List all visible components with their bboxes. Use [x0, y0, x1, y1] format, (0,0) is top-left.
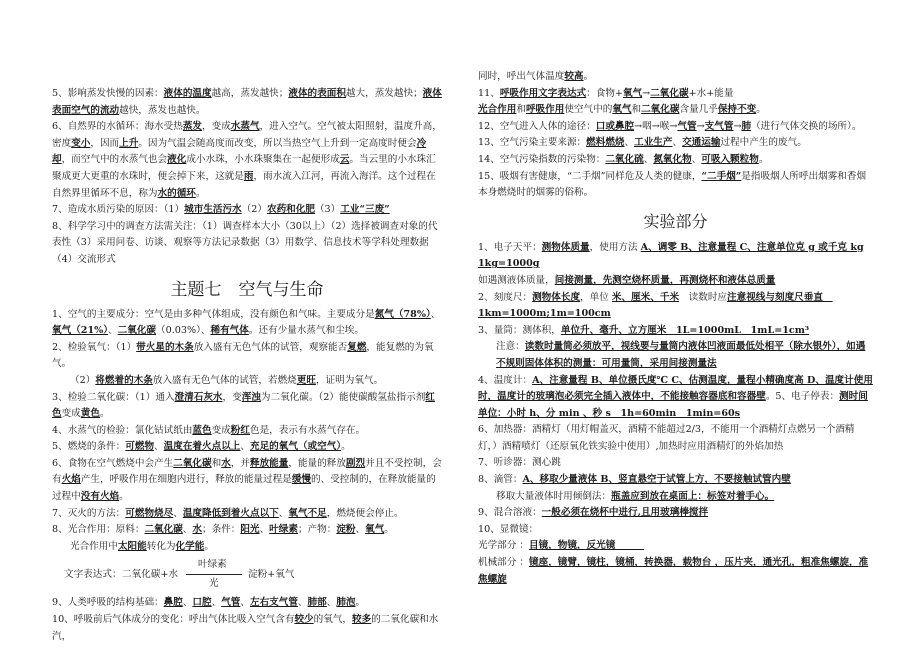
- emphasized-term: 光合作用: [478, 104, 517, 116]
- text-run: 1、电子天平：: [478, 241, 542, 253]
- text-run: ，能量的释放: [288, 457, 346, 469]
- text-run: 、: [624, 137, 635, 149]
- emphasized-term: 氧气: [622, 87, 643, 99]
- text-run: ，进入空气。空气被太阳照射，温度升高，密度: [52, 121, 442, 149]
- text-run: 过程中产生的废气。: [720, 137, 807, 149]
- text-run: →咽→喉→: [634, 120, 678, 132]
- balance-item: [478, 240, 873, 273]
- balance-liquid-item: [478, 273, 873, 290]
- text-run: →: [733, 120, 742, 132]
- text-run: 3、量筒：测体积，: [478, 324, 561, 336]
- text-run: 、: [355, 524, 366, 536]
- text-run: 放入盛有无色气体的试管，若燃烧: [152, 374, 297, 386]
- text-run: 、: [182, 597, 193, 609]
- dropper-item: [478, 472, 873, 489]
- cylinder-item: [478, 323, 873, 340]
- emphasized-term: 二氧化碳: [650, 87, 689, 99]
- oxygen-test-item: [52, 340, 442, 373]
- text-run: 8、光合作用：原料：: [52, 524, 145, 536]
- emphasized-term: 复燃: [347, 341, 367, 353]
- text-run: 成小水珠，小水珠聚集在一起便形成: [186, 154, 340, 166]
- text-run: 并且不受控制，会有: [52, 457, 442, 486]
- text-run: 、: [643, 153, 654, 165]
- air-composition-item: [52, 307, 442, 340]
- text-run: 为二氧化碳。（2）能使碳酸氢盐指示剂: [260, 391, 426, 403]
- emphasized-term: 间接测量，先测空烧杯质量，再测烧杯和液体总质量: [554, 274, 776, 286]
- text-run: ；产物：: [297, 524, 337, 536]
- emphasized-term: 叶绿素: [269, 524, 298, 536]
- text-run: 光学部分 ：: [478, 540, 530, 552]
- emphasized-term: 变小: [71, 137, 91, 149]
- text-run: 注意：: [496, 341, 525, 353]
- emphasized-term: 雨: [243, 170, 254, 182]
- text-run: 8、科学学习中的调查方法需关注：（1）调查样本大小（30以上）（2）选择被调查对象的代表性（3）采用问卷、访谈、观察等方法记录数据（3）用数学、信息技术等学科处理数据（4）交流形式: [52, 220, 438, 265]
- emphasized-term: 米、厘米、千米: [611, 291, 680, 303]
- formula-arrow: [186, 574, 242, 575]
- formula-label: 文字表达式：: [64, 569, 122, 581]
- emphasized-term: 较少: [294, 614, 314, 626]
- emphasized-term: A、调零 B、注意量程 C、注意单位克 g 或千克 kg 1kg=1000g: [478, 241, 864, 270]
- text-run: 6、食物在空气燃烧中会产生: [52, 457, 174, 469]
- oxygen-test-item-2: [52, 373, 442, 390]
- text-run: 同时，呼出气体温度: [478, 71, 565, 82]
- section-title-air-life: 主题七 空气与生命: [170, 279, 324, 300]
- emphasized-term: 读数时量筒必须放平，视线要与量筒内液体凹液面最低处相平（除水银外），如遇不规则固体体积的测量：可用量筒，采用间接测量法: [496, 341, 866, 369]
- water-evaporation-item: [52, 86, 442, 119]
- text-run: 。: [341, 441, 351, 453]
- emphasized-term: 农药和化肥: [267, 204, 315, 216]
- emphasized-term: 瓶盖应到放在桌面上：标签对着手心。: [611, 490, 775, 502]
- text-run: 使空气中的: [564, 104, 613, 116]
- text-run: 2、检验氧气：（1）: [52, 341, 137, 353]
- text-run: 12、空气进入人体的途径：: [478, 120, 596, 132]
- text-run: 含量几乎: [679, 104, 718, 116]
- thermometer-item: [478, 373, 873, 423]
- text-run: 3、检验二氧化碳：（1）通入: [52, 391, 175, 403]
- text-run: 色是，表示有水蒸气存在。: [249, 424, 366, 436]
- respiratory-structure-item: [52, 595, 442, 612]
- text-run: 、: [154, 441, 164, 453]
- formula-products: 淀粉+氧气: [248, 569, 295, 581]
- emphasized-term: 可燃物烧尽: [125, 507, 174, 519]
- emphasized-term: 一般必须在烧杯中进行,且用玻璃棒搅拌: [541, 507, 709, 519]
- emphasized-term: 氮氧化物: [653, 153, 692, 165]
- emphasized-term: 阳光: [240, 524, 260, 536]
- emphasized-term: 气管: [221, 597, 241, 609]
- text-run: 9、人类呼吸的结构基础：: [52, 597, 164, 609]
- survey-method-item: [52, 219, 442, 269]
- emphasized-term: 测时间 单位：小时 h、分 min 、秒 s 1h=60min 1min=60s: [478, 391, 868, 419]
- food-burning-item: [52, 456, 442, 506]
- emphasized-term: 氧气: [365, 524, 385, 536]
- emphasized-term: 氧气: [612, 104, 632, 116]
- text-run: 、: [240, 441, 250, 453]
- text-run: 。还有少量水蒸气和尘埃。: [248, 325, 364, 337]
- emphasized-term: 蒸发: [182, 121, 203, 133]
- text-run: 、: [278, 507, 289, 519]
- emphasized-term: 红色: [52, 391, 435, 420]
- text-run: 8、滴管：: [478, 474, 523, 486]
- text-run: ，证明为氧气。: [315, 374, 384, 386]
- emphasized-term: 充足的氧气（或空气）: [249, 441, 342, 453]
- emphasized-term: 城市生活污水: [184, 204, 242, 216]
- text-run: 。: [204, 540, 214, 552]
- emphasized-term: 口或鼻腔: [595, 120, 635, 132]
- stethoscope-item: [478, 455, 873, 472]
- text-run: ，变成: [202, 121, 231, 133]
- emphasized-term: 工业生产: [634, 137, 673, 149]
- emphasized-term: 目镜，物镜，反光镜: [529, 540, 645, 552]
- emphasized-term: 淀粉: [336, 524, 356, 536]
- text-run: 15、吸烟有害健康，“二手烟”同样危及人类的健康，: [478, 170, 702, 182]
- microscope-item: [478, 522, 873, 539]
- emphasized-term: 释放能量: [249, 457, 289, 469]
- emphasized-term: 上升: [119, 137, 139, 149]
- emphasized-term: 镜座，镜臂，镜柱，镜桶，转换器，载物台 ，压片夹，通光孔，粗准焦螺旋，准焦螺旋: [478, 557, 869, 585]
- emphasized-term: 二氧化碳: [173, 457, 212, 469]
- emphasized-term: 液体的表面积: [288, 88, 346, 99]
- text-run: ，能复燃的为氧气。: [52, 341, 434, 370]
- emphasized-term: 浑浊: [241, 391, 261, 403]
- emphasized-term: 水的循环: [157, 187, 196, 199]
- emphasized-term: 燃料燃烧: [586, 137, 625, 149]
- text-run: （2）: [70, 374, 96, 386]
- text-run: ，使用方法: [589, 241, 641, 253]
- water-cycle-item: [52, 119, 442, 202]
- right-column: [478, 69, 873, 588]
- text-run: 、: [430, 308, 441, 320]
- emphasized-term: 太阳能: [117, 540, 147, 552]
- text-run: ，因而: [90, 137, 120, 149]
- text-run: 、: [240, 597, 250, 609]
- emphasized-term: 呼吸作用: [525, 104, 565, 116]
- text-run: 如遇测液体质量，: [478, 274, 555, 286]
- emphasized-term: “二手烟”: [701, 170, 742, 182]
- emphasized-term: 口腔: [192, 597, 212, 609]
- emphasized-term: 较多: [352, 614, 372, 626]
- emphasized-term: 液体的温度: [163, 88, 212, 99]
- emphasized-term: 工业“三废”: [340, 204, 390, 216]
- emphasized-term: 氮气（78%）: [374, 308, 431, 320]
- emphasized-term: 可吸入颗粒物: [701, 153, 759, 165]
- text-run: ；条件：: [202, 524, 241, 536]
- emphasized-term: 水: [192, 524, 203, 536]
- text-run: 5、影响蒸发快慢的因素：: [52, 88, 164, 99]
- text-run: 7、听诊器：测心跳: [478, 457, 561, 469]
- photosynthesis-item: [52, 522, 442, 539]
- text-run: 、: [173, 507, 183, 519]
- water-vapor-test-item: [52, 423, 442, 440]
- emphasized-term: 二氧化碳: [117, 325, 157, 337]
- text-run: 、: [259, 524, 270, 536]
- text-run: 9、混合溶液：: [478, 507, 542, 519]
- text-run: ：食物+: [586, 87, 623, 99]
- emphasized-term: 交通运输: [682, 137, 721, 149]
- text-run: 。因为气温会随高度而改变，所以当热空气上升到一定高度时便会: [138, 137, 417, 149]
- text-run: 是指吸烟人所呼出烟雾和香烟本身燃烧时的烟雾的俗称。: [478, 170, 867, 199]
- text-run: 4、水蒸气的检验：氯化钴试纸由: [52, 424, 193, 436]
- emphasized-term: 温度降低到着火点以下: [182, 507, 279, 519]
- formula-reactants: 二氧化碳+水: [122, 569, 179, 581]
- secondhand-smoke-item: [478, 169, 873, 202]
- left-column: [52, 86, 442, 645]
- emphasized-term: 火焰: [61, 474, 81, 486]
- water-pollution-item: [52, 202, 442, 219]
- text-run: ，变: [222, 391, 242, 403]
- text-run: 光合作用中: [70, 540, 118, 552]
- emphasized-term: 可燃物: [125, 441, 155, 453]
- text-run: 越高，蒸发越快；: [211, 88, 289, 99]
- emphasized-term: 肺部: [307, 597, 327, 609]
- emphasized-term: 将燃着的木条: [95, 374, 153, 386]
- text-run: 7、灭火的方法：: [52, 507, 126, 519]
- text-run: 转化为: [146, 540, 176, 552]
- ruler-item: [478, 290, 873, 323]
- text-run: 。: [99, 408, 110, 420]
- text-run: （3）: [314, 204, 341, 216]
- gas-balance-item: [478, 102, 873, 119]
- emphasized-term: 呼吸作用文字表达式: [499, 87, 587, 99]
- text-run: 。5、电子停表：: [765, 391, 840, 403]
- emphasized-term: A、注意量程 B、单位摄氏度℃ C、估测温度，量程小精确度高 D、温度计使用时，温度计的玻璃泡必须完全插入液体中，不能接触容器底和容器壁: [478, 374, 873, 403]
- text-run: 、: [691, 153, 702, 165]
- text-run: 。: [384, 524, 394, 536]
- emphasized-term: 氧气（21%）: [52, 325, 109, 337]
- text-run: 2、刻度尺：: [478, 291, 533, 303]
- emphasized-term: 测物体质量: [541, 241, 590, 253]
- text-run: 和: [631, 104, 642, 116]
- text-run: 11、: [478, 87, 500, 99]
- formula-condition-bottom: 光: [209, 578, 219, 590]
- emphasized-term: 化学能: [175, 540, 205, 552]
- heater-item: [478, 422, 873, 455]
- emphasized-term: 液体表面空气的流动: [52, 88, 442, 116]
- emphasized-term: 氧气不足: [288, 507, 327, 519]
- text-run: 越快，蒸发也越快。: [119, 104, 206, 116]
- emphasized-term: 缓慢: [291, 474, 312, 486]
- emphasized-term: 冷却: [52, 137, 427, 166]
- text-run: 5、燃烧的条件：: [52, 441, 126, 453]
- text-run: 移取大量液体时用倾倒法：: [496, 490, 612, 502]
- text-run: 。: [355, 597, 366, 609]
- text-run: 13、空气污染主要来源：: [478, 137, 587, 149]
- emphasized-term: 支气管: [704, 120, 734, 132]
- text-run: 变成: [61, 408, 81, 420]
- pouring-item: [478, 489, 873, 506]
- text-run: 机械部分 ：: [478, 557, 530, 569]
- text-run: 的氧气，: [313, 614, 353, 626]
- air-path-item: [478, 119, 873, 136]
- emphasized-term: 带火星的木条: [136, 341, 194, 353]
- emphasized-term: 二氧化硫: [605, 153, 644, 165]
- emphasized-term: 粉红: [230, 424, 250, 436]
- text-run: 6、加热器：酒精灯（用灯帽盖灭，酒精不能超过2/3，不能用一个酒精灯点燃另一个酒精灯，）酒精喷灯（还原氧化铁实验中使用）,加热时应用酒精灯的外焰加热: [478, 424, 855, 452]
- text-run: 变成: [211, 424, 231, 436]
- emphasized-term: 液化: [167, 154, 187, 166]
- text-run: 6、自然界的水循环：海水受热: [52, 121, 183, 133]
- photosynthesis-formula: [64, 557, 442, 593]
- text-run: 的、受控制的，在释放能量的过程中: [52, 474, 436, 503]
- emphasized-term: 二氧化碳: [144, 524, 183, 536]
- text-run: 。: [758, 153, 769, 165]
- text-run: 放入盛有无色气体的试管，观察能否: [193, 341, 348, 353]
- emphasized-term: 单位升、毫升、立方厘米 1L=1000mL 1mL=1cm³: [560, 324, 810, 336]
- co2-test-item: [52, 390, 442, 423]
- text-run: （0.03%）、: [156, 325, 211, 337]
- text-run: （进行气体交换的场所）。: [751, 120, 862, 132]
- pollution-index-item: [478, 152, 873, 169]
- photosynthesis-energy-item: [52, 539, 442, 556]
- emphasized-term: 鼻腔: [163, 597, 183, 609]
- emphasized-term: 水: [221, 457, 231, 469]
- text-run: 10、呼吸前后气体成分的变化：呼出气体比吸入空气含有: [52, 614, 295, 626]
- breath-temperature-item: [478, 69, 873, 86]
- emphasized-term: 左右支气管: [249, 597, 298, 609]
- text-run: 、: [182, 524, 193, 536]
- emphasized-term: 测物体长度: [532, 291, 581, 303]
- emphasized-term: 温度在着火点以上: [163, 441, 241, 453]
- combustion-conditions-item: [52, 439, 442, 456]
- text-run: 1、空气的主要成分：空气是由多种气体组成，没有颜色和气味。主要成分是: [52, 308, 375, 320]
- text-run: 和: [211, 457, 222, 469]
- text-run: 、: [672, 137, 683, 149]
- text-run: 。: [119, 491, 129, 503]
- text-run: ，燃烧便会停止。: [326, 507, 404, 519]
- emphasized-term: 气管: [677, 120, 697, 132]
- text-run: ，而空气中的水蒸气也会: [61, 154, 168, 166]
- text-run: ，单位: [580, 291, 612, 303]
- text-run: 4、温度计：: [478, 374, 533, 386]
- text-run: 读数时应: [679, 291, 728, 303]
- respiration-formula-item: [478, 86, 873, 103]
- text-run: 14、空气污染指数的污染物：: [478, 153, 606, 165]
- text-run: 的二氧化碳和水汽，: [52, 614, 439, 642]
- fire-extinguish-item: [52, 506, 442, 523]
- emphasized-term: 蓝色: [192, 424, 212, 436]
- text-run: 。: [756, 104, 766, 116]
- text-run: 产生，呼吸作用在细胞内进行，释放的能量过程是: [80, 474, 292, 486]
- emphasized-term: 肺泡: [336, 597, 356, 609]
- text-run: 、: [108, 325, 118, 337]
- cylinder-note-item: [478, 339, 873, 372]
- emphasized-term: 剧烈: [345, 457, 366, 469]
- text-run: 10、显微镜：: [478, 523, 539, 535]
- text-run: 、: [211, 597, 222, 609]
- emphasized-term: A、移取少量液体 B、竖直悬空于试管上方，不要接触试管内壁: [522, 474, 791, 486]
- emphasized-term: 注意视线与刻度尺垂直 1km=1000m;1m=100cm: [478, 291, 833, 320]
- text-run: +水+能量: [688, 87, 734, 99]
- text-run: 、: [297, 597, 308, 609]
- emphasized-term: 澄清石灰水: [174, 391, 223, 403]
- text-run: 7、造成水质污染的原因：（1）: [52, 204, 185, 216]
- emphasized-term: 肺: [741, 120, 752, 132]
- breath-composition-item: [52, 612, 442, 645]
- emphasized-term: 保持不变: [717, 104, 757, 116]
- emphasized-term: 云: [339, 154, 350, 166]
- text-run: 。: [195, 187, 206, 199]
- text-run: 。当云里的小水珠汇聚成更大更重的水珠时，便会掉下来，这就是: [52, 154, 436, 182]
- text-run: →: [696, 120, 705, 132]
- text-run: 。: [583, 71, 594, 82]
- text-run: 、: [326, 597, 337, 609]
- emphasized-term: 较高: [564, 71, 584, 82]
- emphasized-term: 没有火焰: [80, 491, 120, 503]
- text-run: （2）: [241, 204, 267, 216]
- emphasized-term: 二氧化碳: [641, 104, 680, 116]
- pollution-source-item: [478, 135, 873, 152]
- emphasized-term: 稀有气体: [210, 325, 249, 337]
- text-run: →: [642, 87, 651, 99]
- microscope-mechanical-item: [478, 555, 873, 588]
- text-run: ，雨水流入江河，再流入海洋。这个过程在自然界里循环不息，称为: [52, 170, 436, 199]
- microscope-optical-item: [478, 538, 873, 555]
- emphasized-term: 黄色: [80, 408, 100, 420]
- text-run: 越大，蒸发越快；: [345, 88, 423, 99]
- section-title-experiments: 实验部分: [643, 211, 708, 231]
- emphasized-term: 更旺: [296, 374, 316, 386]
- text-run: 和: [516, 104, 526, 116]
- text-run: ，并: [230, 457, 250, 469]
- emphasized-term: 水蒸气: [230, 121, 260, 133]
- formula-condition-top: 叶绿素: [198, 559, 227, 571]
- mixing-item: [478, 505, 873, 522]
